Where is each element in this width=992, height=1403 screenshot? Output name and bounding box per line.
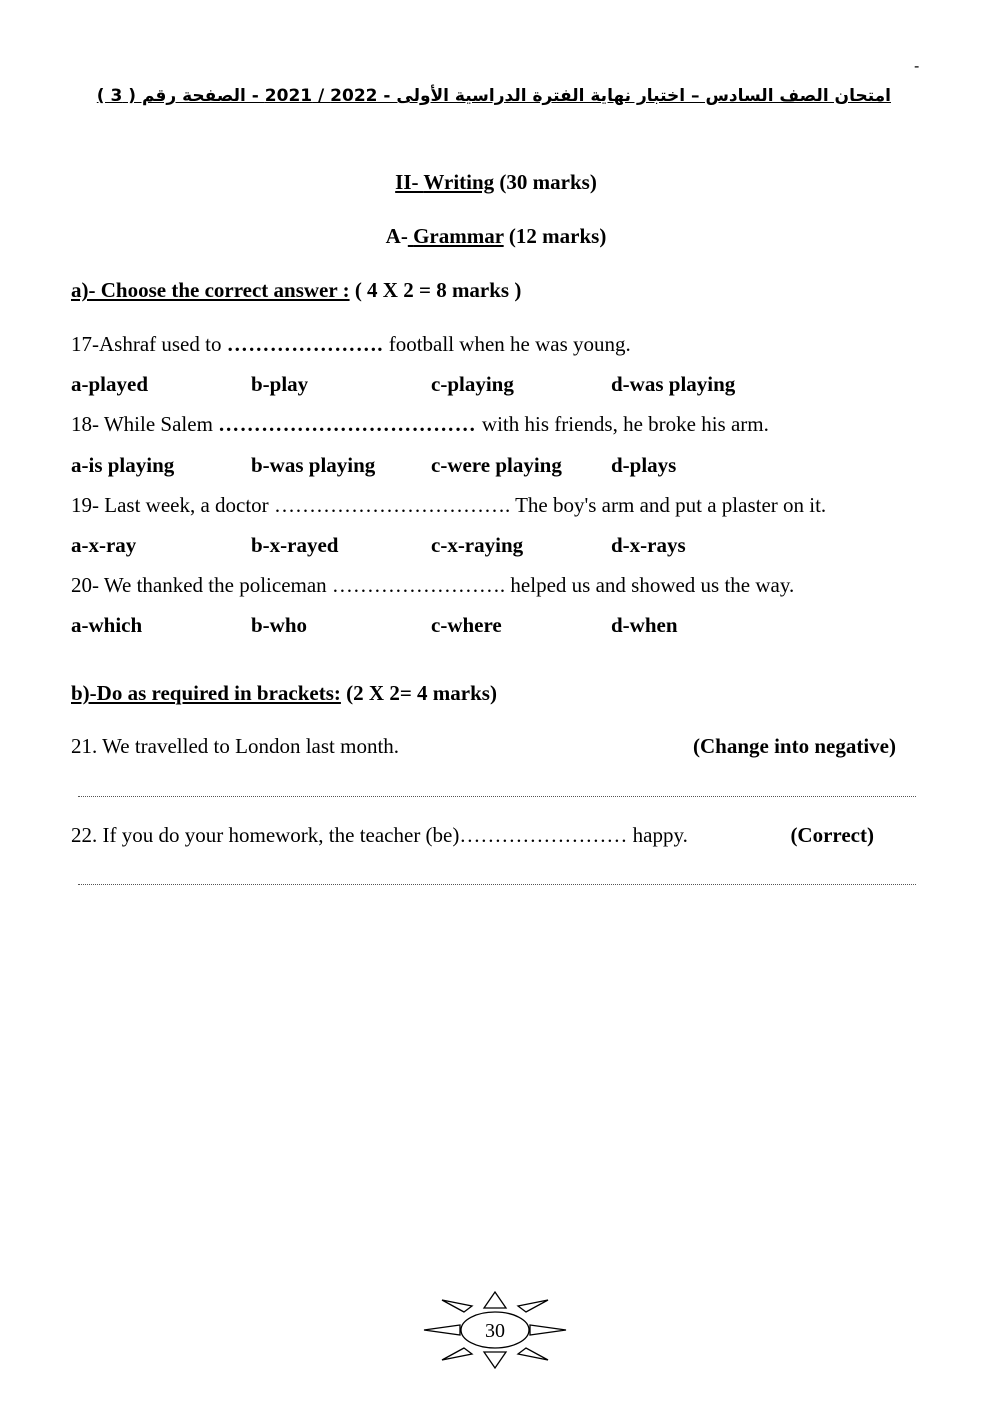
subsection-title [0,224,992,249]
question-19 [71,493,826,518]
page-header [97,86,891,106]
answer-line-22[interactable] [78,884,916,885]
corner-dash: - [914,58,920,75]
question-text: 18- While Salem [71,412,219,436]
option-a: a-which [71,613,143,637]
part-a-marks: ( 4 X 2 = 8 marks ) [354,278,522,302]
section-title [0,170,992,195]
question-18 [71,412,769,437]
option-d: d-x-rays [611,533,686,557]
part-a-title: a)- Choose the correct answer : [71,278,350,302]
question-17 [71,332,631,357]
question-text-end: helped us and showed us the way. [510,573,795,597]
subsection-name: Grammar [413,224,504,248]
option-b: b-who [251,613,308,637]
option-b: b-was playing [251,453,376,477]
question-20 [71,573,794,598]
option-d: d-when [611,613,678,637]
answer-blank: ……………………………. [273,493,516,517]
question-text-end: with his friends, he broke his arm. [481,412,769,436]
option-d: d-plays [611,453,677,477]
option-c: c-were playing [431,453,562,477]
header-close: ) [96,86,111,106]
question-text-end: football when he was young. [388,332,631,356]
option-c: c-x-raying [431,533,524,557]
question-22: 22. If you do your homework, the teacher (be)…………………… happy. [71,823,688,847]
question-text: 17-Ashraf used to [71,332,227,356]
option-d: d-was playing [611,372,736,396]
option-b: b-x-rayed [251,533,339,557]
option-c: c-playing [431,372,514,396]
option-c: c-where [431,613,502,637]
section-roman: II- [395,170,419,194]
answer-blank: ……………………………… [218,412,482,436]
option-a: a-is playing [71,453,175,477]
header-title: امتحان الصف السادس – اختبار نهاية الفترة الدراسية الأولى - 2022 / 2021 - الصفحة رقم ( [122,86,891,106]
question-text-end: The boy's arm and put a plaster on it. [515,493,827,517]
answer-blank: …………………. [226,332,389,356]
question-text: 19- Last week, a doctor [71,493,274,517]
header-page-ref: 3 [110,86,123,106]
part-b-heading [71,681,497,706]
subsection-marks: (12 marks) [508,224,607,248]
subsection-letter: A- [385,224,408,248]
page-number-ornament [420,1288,570,1372]
question-text: 20- We thanked the policeman [71,573,332,597]
option-a: a-x-ray [71,533,137,557]
answer-line-21[interactable] [78,796,916,797]
section-marks: (30 marks) [499,170,597,194]
section-name: Writing [423,170,495,194]
option-a: a-played [71,372,149,396]
option-b: b-play [251,372,309,396]
part-b-title: b)-Do as required in brackets: [71,681,341,705]
question-21-instruction: (Change into negative) [693,734,896,758]
question-21: 21. We travelled to London last month. [71,734,400,758]
answer-blank: ……………………. [331,573,511,597]
part-a-heading [71,278,521,303]
question-22-instruction: (Correct) [790,823,874,847]
sun-ornament-icon [420,1288,570,1372]
page-number: 30 [485,1320,505,1342]
part-b-marks: (2 X 2= 4 marks) [346,681,497,705]
